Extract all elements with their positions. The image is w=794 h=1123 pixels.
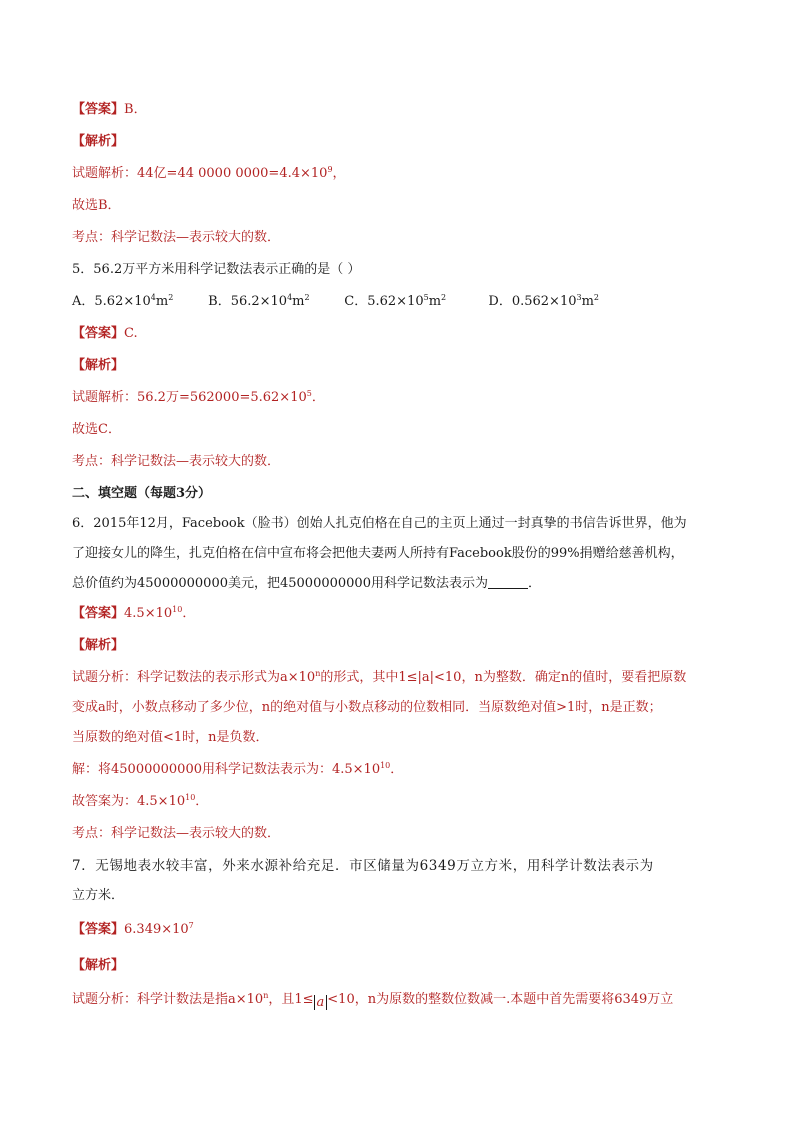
solve-exponent: 10 [380, 761, 391, 770]
section-title: 二、填空题（每题3分） [72, 486, 212, 501]
option-unit: m [581, 294, 594, 309]
absolute-value: a [314, 995, 328, 1010]
answer-label: 【答案】 [72, 326, 125, 341]
analysis-exponent: n [315, 669, 321, 678]
answer-value: B． [124, 102, 147, 117]
stem-text: 总价值约为45000000000美元，把45000000000用科学记数法表示为 [72, 576, 488, 591]
answer-label: 【答案】 [72, 606, 125, 621]
q6-stem-line-2: 了迎接女儿的降生，扎克伯格在信中宣布将会把他夫妻两人所持有Facebook股份的99%捐赠给慈善机构， [72, 546, 684, 561]
option-exponent: 4 [287, 293, 293, 302]
q5-option-c [344, 293, 484, 311]
q5-option-b [208, 293, 340, 311]
q5-answer [72, 325, 138, 343]
answer-exponent: 7 [188, 921, 194, 930]
option-exponent: 4 [150, 293, 156, 302]
q6-analysis-line-2: 变成a时，小数点移动了多少位，n的绝对值与小数点移动的位数相同．当原数绝对值>1时，n是正数； [72, 700, 662, 715]
q6-final [72, 793, 208, 811]
q4-solution [72, 165, 346, 183]
analysis-text: <10，n为原数的整数位数减一.本题中首先需要将6349万立 [327, 992, 674, 1007]
q7-analysis-label: 【解析】 [72, 958, 125, 973]
answer-value: 4.5×10 [124, 606, 173, 621]
analysis-exponent: n [263, 991, 269, 1000]
answer-label: 【答案】 [72, 922, 125, 937]
q7-stem-line-2: 立方米． [72, 888, 125, 903]
option-unit: m [292, 294, 305, 309]
option-unit-exponent: 2 [593, 293, 600, 302]
q6-analysis-line-1 [72, 669, 686, 687]
q6-point: 考点：科学记数法—表示较大的数． [72, 826, 281, 841]
q6-analysis-line-3: 当原数的绝对值<1时，n是负数． [72, 730, 269, 745]
solution-expr: 44亿=44 0000 0000=4.4×10 [137, 166, 328, 181]
solution-exponent: 9 [327, 165, 333, 174]
analysis-text: 试题分析：科学计数法是指a×10 [72, 992, 264, 1007]
solution-exponent: 5 [306, 389, 312, 398]
q5-options [72, 293, 599, 311]
answer-value: C. [124, 326, 138, 341]
q5-choice: 故选C． [72, 422, 121, 437]
q6-stem-line-1: 6．2015年12月，Facebook（脸书）创始人扎克伯格在自己的主页上通过一封真挚的书信告诉世界，他为 [72, 516, 687, 531]
option-unit-exponent: 2 [441, 293, 447, 302]
q7-answer [72, 921, 194, 939]
answer-end: ． [182, 606, 196, 621]
option-label: D．0.562×10 [488, 294, 577, 309]
q5-point: 考点：科学记数法—表示较大的数． [72, 454, 281, 469]
solution-prefix: 试题解析： [72, 166, 138, 181]
q7-stem-line-1: 7．无锡地表水较丰富，外来水源补给充足．市区储量为6349万立方米，用科学计数法表示为 [72, 858, 654, 874]
option-exponent: 3 [576, 293, 582, 302]
answer-exponent: 10 [172, 605, 183, 614]
q5-analysis-label: 【解析】 [72, 358, 125, 373]
option-label: B．56.2×10 [208, 294, 288, 309]
option-unit: m [428, 294, 442, 309]
answer-blank [488, 576, 528, 589]
solve-text: 解：将45000000000用科学记数法表示为：4.5×10 [72, 762, 381, 777]
q6-stem-line-3 [72, 575, 541, 593]
option-unit-exponent: 2 [168, 293, 174, 302]
final-end: ． [195, 794, 209, 809]
option-unit-exponent: 2 [304, 293, 310, 302]
q6-solve [72, 761, 403, 779]
option-exponent: 5 [423, 293, 429, 302]
final-exponent: 10 [185, 793, 196, 802]
q5-option-d [488, 293, 599, 311]
option-label: C．5.62×10 [344, 294, 424, 309]
q5-stem: 5．56.2万平方米用科学记数法表示正确的是（ ） [72, 262, 361, 277]
q4-analysis-label: 【解析】 [72, 134, 125, 149]
q5-solution [72, 389, 325, 407]
solution-end: ， [332, 166, 346, 181]
option-unit: m [155, 294, 169, 309]
solution-prefix: 试题解析：56.2万=562000=5.62×10 [72, 390, 307, 405]
answer-value: 6.349×10 [124, 922, 189, 937]
option-label: A．5.62×10 [72, 294, 151, 309]
q6-answer [72, 605, 195, 623]
solve-end: ． [390, 762, 404, 777]
q5-option-a [72, 293, 204, 311]
analysis-text: 试题分析：科学记数法的表示形式为a×10 [72, 670, 316, 685]
q6-analysis-label: 【解析】 [72, 638, 125, 653]
analysis-text: ，且1≤ [268, 992, 314, 1007]
q4-point: 考点：科学记数法—表示较大的数． [72, 230, 281, 245]
q4-answer [72, 101, 147, 119]
q4-choice: 故选B． [72, 198, 121, 213]
q7-analysis [72, 991, 673, 1010]
final-text: 故答案为：4.5×10 [72, 794, 186, 809]
stem-end: ． [527, 576, 541, 591]
analysis-text: 的形式，其中1≤|a|<10，n为整数．确定n的值时，要看把原数 [320, 670, 687, 685]
answer-label: 【答案】 [72, 102, 125, 117]
solution-end: ． [311, 390, 325, 405]
